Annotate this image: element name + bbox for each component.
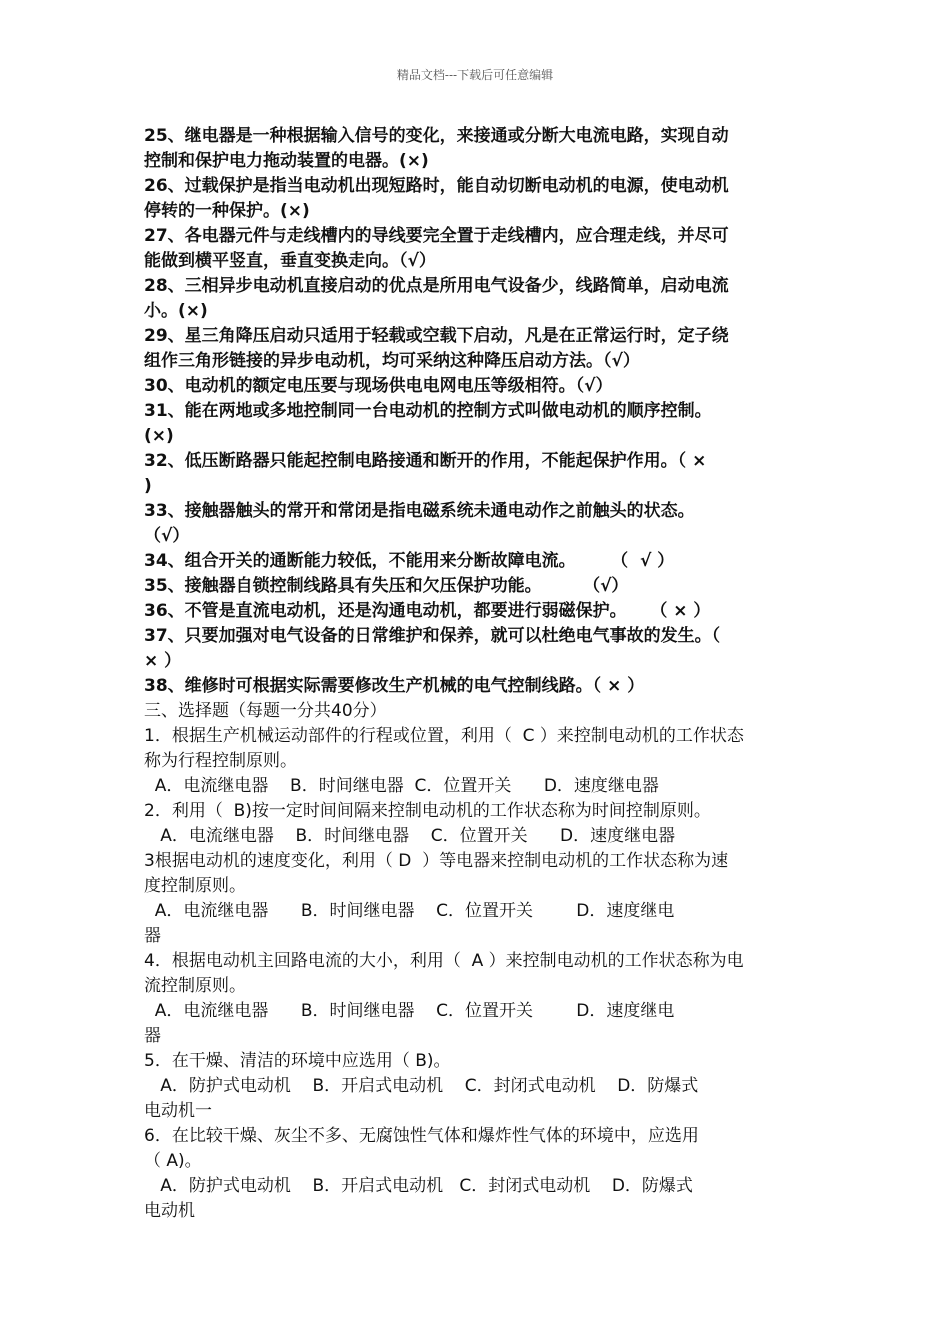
text-line: A．电流继电器 B．时间继电器 C．位置开关 D．速度继电器: [144, 826, 676, 846]
text-line: 控制和保护电力拖动装置的电器。(×): [144, 151, 429, 171]
text-line: （√）: [144, 526, 190, 546]
text-line: 4．根据电动机主回路电流的大小，利用（ A ）来控制电动机的工作状态称为电: [144, 951, 744, 971]
text-line: 30、电动机的额定电压要与现场供电电网电压等级相符。（√）: [144, 376, 613, 396]
text-line: 电动机一: [144, 1101, 212, 1121]
text-line: （ A)。: [144, 1151, 202, 1171]
text-line: A．电流继电器 B．时间继电器 C．位置开关 D．速度继电: [144, 901, 675, 921]
text-line: 33、接触器触头的常开和常闭是指电磁系统未通电动作之前触头的状态。: [144, 501, 695, 521]
text-line: 35、接触器自锁控制线路具有失压和欠压保护功能。 （√）: [144, 576, 629, 596]
page-header: 精品文档---下载后可任意编辑: [396, 68, 554, 82]
text-line: 流控制原则。: [144, 976, 246, 996]
text-line: 电动机: [144, 1201, 195, 1221]
text-line: × ）: [144, 651, 182, 671]
text-line: 度控制原则。: [144, 876, 246, 896]
text-line: 32、低压断路器只能起控制电路接通和断开的作用，不能起保护作用。（ ×: [144, 451, 707, 471]
text-line: 停转的一种保护。(×): [144, 201, 310, 221]
text-line: 37、只要加强对电气设备的日常维护和保养，就可以杜绝电气事故的发生。（: [144, 626, 721, 646]
text-line: 组作三角形链接的异步电动机，均可采纳这种降压启动方法。（√）: [144, 351, 640, 371]
text-line: 称为行程控制原则。: [144, 751, 297, 771]
text-line: 25、继电器是一种根据输入信号的变化，来接通或分断大电流电路，实现自动: [144, 126, 729, 146]
text-line: 能做到横平竖直，垂直变换走向。（√）: [144, 251, 436, 271]
text-line: A．电流继电器 B．时间继电器 C．位置开关 D．速度继电器: [144, 776, 659, 796]
text-line: 26、过载保护是指当电动机出现短路时，能自动切断电动机的电源，使电动机: [144, 176, 729, 196]
text-line: 27、各电器元件与走线槽内的导线要完全置于走线槽内，应合理走线，并尽可: [144, 226, 729, 246]
text-line: 器: [144, 1026, 161, 1046]
text-line: (×): [144, 426, 174, 446]
text-line: 34、组合开关的通断能力较低，不能用来分断故障电流。 （ √ ）: [144, 551, 675, 571]
text-line: 31、能在两地或多地控制同一台电动机的控制方式叫做电动机的顺序控制。: [144, 401, 712, 421]
text-line: 29、星三角降压启动只适用于轻载或空载下启动，凡是在正常运行时，定子绕: [144, 326, 729, 346]
text-line: A．电流继电器 B．时间继电器 C．位置开关 D．速度继电: [144, 1001, 675, 1021]
text-line: A．防护式电动机 B．开启式电动机 C．封闭式电动机 D．防爆式: [144, 1176, 693, 1196]
text-line: ): [144, 476, 152, 496]
text-line: 38、维修时可根据实际需要修改生产机械的电气控制线路。（ × ）: [144, 676, 645, 696]
text-line: 3根据电动机的速度变化，利用（ D ）等电器来控制电动机的工作状态称为速: [144, 851, 729, 871]
text-line: 2．利用（ B)按一定时间间隔来控制电动机的工作状态称为时间控制原则。: [144, 801, 711, 821]
text-line: 5．在干燥、清洁的环境中应选用（ B)。: [144, 1051, 451, 1071]
text-line: 28、三相异步电动机直接启动的优点是所用电气设备少，线路简单，启动电流: [144, 276, 729, 296]
text-line: 36、不管是直流电动机，还是沟通电动机，都要进行弱磁保护。 （ × ）: [144, 601, 711, 621]
text-line: 1．根据生产机械运动部件的行程或位置，利用（ C ）来控制电动机的工作状态: [144, 726, 744, 746]
text-line: 器: [144, 926, 161, 946]
text-line: 三、选择题（每题一分共40分）: [144, 701, 387, 721]
document-body: [144, 124, 814, 1224]
text-line: 小。(×): [144, 301, 208, 321]
text-line: 6．在比较干燥、灰尘不多、无腐蚀性气体和爆炸性气体的环境中，应选用: [144, 1126, 699, 1146]
text-line: A．防护式电动机 B．开启式电动机 C．封闭式电动机 D．防爆式: [144, 1076, 699, 1096]
